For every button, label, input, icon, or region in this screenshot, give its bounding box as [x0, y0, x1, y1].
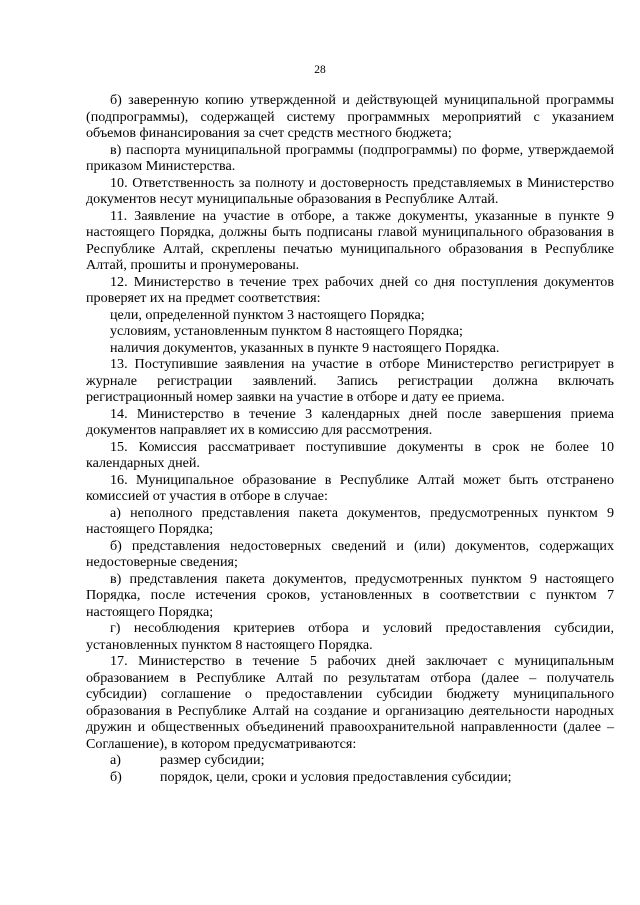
list-item-subsidy-amount	[86, 752, 614, 769]
paragraph-12-documents: наличия документов, указанных в пункте 9 настоящего Порядка.	[110, 339, 500, 356]
document-body	[86, 92, 614, 785]
paragraph-16-g: г) несоблюдения критериев отбора и условий предоставления субсидии, установленных пунктом 8 настоящего Порядка.	[86, 620, 614, 653]
list-marker: б)	[110, 768, 122, 785]
paragraph-b-copy-program: б) заверенную копию утвержденной и действующей муниципальной программы (подпрограммы), содержащей систему программных мероприятий с указанием объемов финансирования за счет средств местного бюджета;	[86, 92, 614, 141]
list-item-subsidy-procedure	[86, 769, 614, 786]
paragraph-14: 14. Министерство в течение 3 календарных дней после завершения приема документов направляет их в комиссию для рассмотрения.	[86, 405, 614, 438]
paragraph-12: 12. Министерство в течение трех рабочих дней со дня поступления документов проверяет их на предмет соответствия:	[86, 273, 614, 306]
paragraph-15: 15. Комиссия рассматривает поступившие документы в срок не более 10 календарных дней.	[86, 438, 614, 471]
paragraph-17: 17. Министерство в течение 5 рабочих дней заключает с муниципальным образованием в Республике Алтай по результатам отбора (далее – получатель субсидии) соглашение о предоставлении субсидии бюджету муниципального образования в Республике Алтай на создание и организацию деятельности народных дружин и общественных объединений правоохранительной направленности (далее – Соглашение), в котором предусматриваются:	[86, 653, 614, 752]
paragraph-11: 11. Заявление на участие в отборе, а также документы, указанные в пункте 9 настоящего Порядка, должны быть подписаны главой муниципального образования в Республике Алтай, скреплены печатью муниципального образования в Республике Алтай, прошиты и пронумерованы.	[86, 207, 614, 273]
paragraph-12-goal: цели, определенной пунктом 3 настоящего Порядка;	[110, 306, 425, 323]
paragraph-13: 13. Поступившие заявления на участие в отборе Министерство регистрирует в журнале регистрации заявлений. Запись регистрации должна включать регистрационный номер заявки на участие в отборе и дату ее приема.	[86, 356, 614, 405]
page-number: 28	[314, 64, 326, 76]
paragraph-16-b: б) представления недостоверных сведений и (или) документов, содержащих недостоверные сведения;	[86, 537, 614, 570]
paragraph-16: 16. Муниципальное образование в Республике Алтай может быть отстранено комиссией от участия в отборе в случае:	[86, 471, 614, 504]
paragraph-16-v: в) представления пакета документов, предусмотренных пунктом 9 настоящего Порядка, после истечения сроков, установленных в соответствии с пунктом 7 настоящего Порядка;	[86, 570, 614, 620]
list-item-text: порядок, цели, сроки и условия предоставления субсидии;	[160, 768, 512, 785]
paragraph-10: 10. Ответственность за полноту и достоверность представляемых в Министерство документов несут муниципальные образования в Республике Алтай.	[86, 174, 614, 207]
list-marker: а)	[110, 752, 121, 768]
paragraph-v-passport: в) паспорта муниципальной программы (подпрограммы) по форме, утверждаемой приказом Министерства.	[86, 141, 614, 174]
paragraph-12-conditions: условиям, установленным пунктом 8 настоящего Порядка;	[110, 323, 463, 339]
list-item-text: размер субсидии;	[160, 752, 265, 768]
paragraph-16-a: а) неполного представления пакета документов, предусмотренных пунктом 9 настоящего Порядка;	[86, 504, 614, 537]
